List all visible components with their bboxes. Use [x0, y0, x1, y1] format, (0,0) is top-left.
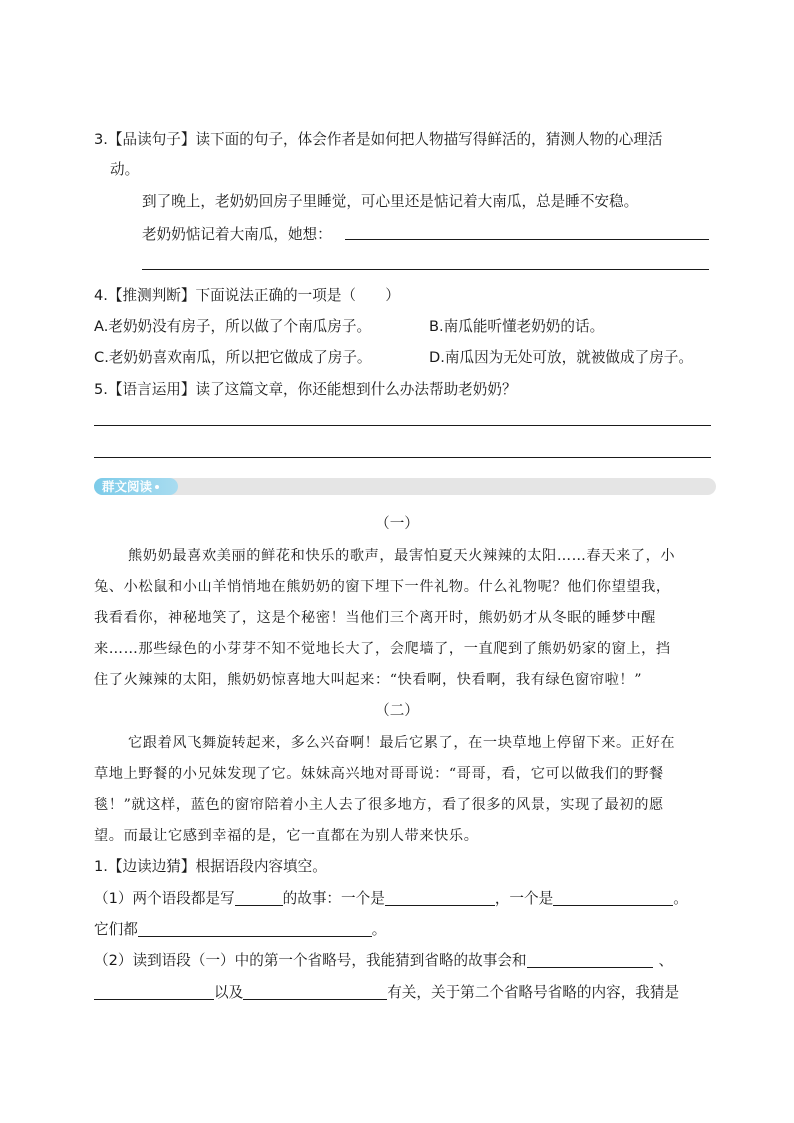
s1-part1-text-c: ，一个是: [494, 890, 554, 907]
q4-option-a[interactable]: A.老奶奶没有房子，所以做了个南瓜房子。: [94, 318, 372, 335]
s1-part1-line1: [94, 889, 688, 909]
s1-part1-blank-2[interactable]: [385, 890, 495, 906]
section-banner: [94, 478, 716, 495]
s1-part2-line2: [94, 983, 679, 1003]
s1-part1-line2: [94, 920, 386, 940]
q4-option-c[interactable]: C.老奶奶喜欢南瓜，所以把它做成了房子。: [94, 349, 372, 366]
passage2-title: （二）: [375, 702, 419, 719]
passage2-line: 毯！”就这样，蓝色的窗帘陪着小主人去了很多地方，看了很多的风景，实现了最初的愿: [94, 797, 664, 813]
passage1-title: （一）: [375, 515, 419, 532]
q5-answer-line-1[interactable]: [94, 425, 711, 426]
passage2-line: 它跟着风飞舞旋转起来，多么兴奋啊！最后它累了，在一块草地上停留下来。正好在: [128, 735, 676, 751]
s1-part2-blank-3[interactable]: [243, 984, 387, 1000]
passage1-line: 兔、小松鼠和小山羊悄悄地在熊奶奶的窗下埋下一件礼物。什么礼物呢？他们你望望我，: [94, 579, 671, 595]
q3-question-line1: 3.【品读句子】读下面的句子，体会作者是如何把人物描写得鲜活的，猜测人物的心理活: [94, 131, 663, 148]
q5-question: 5.【语言运用】读了这篇文章，你还能想到什么办法帮助老奶奶？: [94, 381, 517, 398]
q4-option-d[interactable]: D.南瓜因为无处可放，就被做成了房子。: [429, 349, 693, 366]
q4-option-b[interactable]: B.南瓜能听懂老奶奶的话。: [429, 318, 605, 335]
s1-part2-text-d: 有关，关于第二个省略号省略的内容，我猜是: [387, 984, 680, 1001]
bullet-dot-icon: [155, 485, 159, 489]
s1-part1-blank-3[interactable]: [553, 890, 673, 906]
s1-part2-blank-2[interactable]: [94, 984, 214, 1000]
q3-answer-line-1[interactable]: [345, 239, 709, 240]
s1-question: 1.【边读边猜】根据语段内容填空。: [94, 858, 327, 875]
passage2-line: 草地上野餐的小兄妹发现了它。妹妹高兴地对哥哥说：“哥哥，看，它可以做我们的野餐: [94, 766, 664, 782]
s1-part1-text-a: （1）两个语段都是写: [94, 890, 235, 907]
s1-part2-text-a: （2）读到语段（一）中的第一个省略号，我能猜到省略的故事会和: [94, 952, 527, 969]
passage2-line: 望。而最让它感到幸福的是，它一直都在为别人带来快乐。: [94, 828, 479, 844]
q3-question-line2: 动。: [110, 161, 140, 178]
passage1-line: 熊奶奶最喜欢美丽的鲜花和快乐的歌声，最害怕夏天火辣辣的太阳……春天来了，小: [128, 548, 676, 564]
q5-answer-line-2[interactable]: [94, 457, 711, 458]
q3-answer-line-2[interactable]: [142, 269, 709, 270]
q3-quote: 到了晚上，老奶奶回房子里睡觉，可心里还是惦记着大南瓜，总是睡不安稳。: [142, 193, 639, 210]
s1-part2-blank-1[interactable]: [527, 952, 653, 968]
passage1-line: 住了火辣辣的太阳，熊奶奶惊喜地大叫起来：“快看啊，快看啊，我有绿色窗帘啦！”: [94, 672, 643, 688]
s1-part2-text-c: 以及: [214, 984, 244, 1001]
s1-part2-text-b: 、: [658, 952, 674, 969]
section-banner-tag: [94, 478, 178, 495]
s1-part1-text-e: 它们都: [94, 921, 138, 938]
s1-part2-line1: [94, 951, 673, 971]
passage1-line: 我看看你，神秘地笑了，这是个秘密！当他们三个离开时，熊奶奶才从冬眠的睡梦中醒: [94, 610, 656, 626]
passage1-line: 来……那些绿色的小芽芽不知不觉地长大了，会爬墙了，一直爬到了熊奶奶家的窗上，挡: [94, 641, 671, 657]
q4-question: 4.【推测判断】下面说法正确的一项是（ ）: [94, 287, 400, 304]
q3-prompt: 老奶奶惦记着大南瓜，她想：: [142, 226, 332, 243]
s1-part1-text-f: 。: [371, 921, 387, 938]
s1-part1-blank-1[interactable]: [235, 890, 283, 906]
s1-part1-text-b: 的故事：一个是: [282, 890, 385, 907]
s1-part1-text-d: 。: [673, 890, 688, 907]
section-banner-label: 群文阅读: [102, 479, 153, 494]
s1-part1-blank-4[interactable]: [138, 921, 372, 937]
